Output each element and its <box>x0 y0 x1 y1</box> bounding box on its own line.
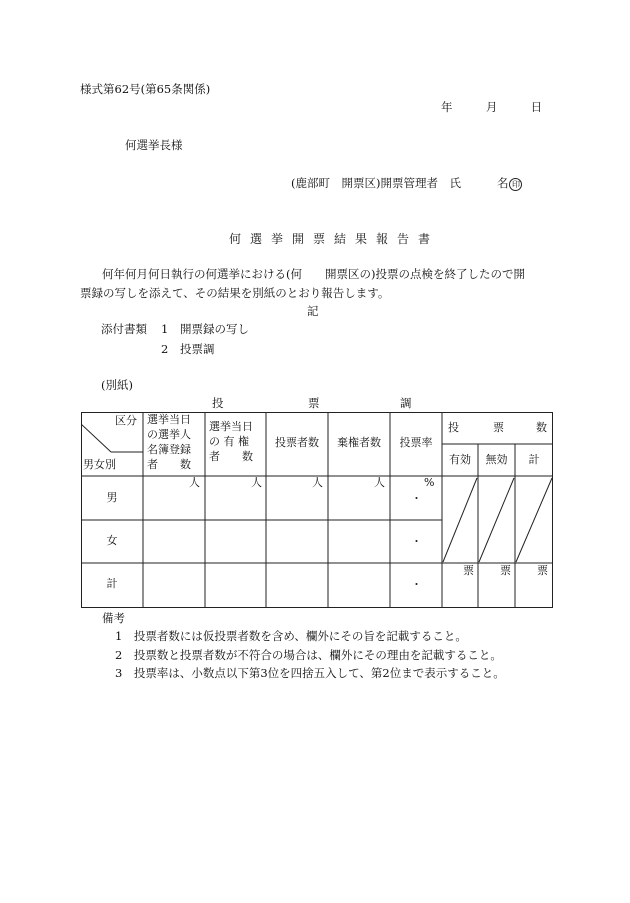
body-line-1: 何年何月何日執行の何選挙における(何 開票区の)投票の点検を終了したので開 <box>102 267 525 281</box>
header-valid: 有効 <box>449 453 471 466</box>
attachment-1-no: 1 <box>161 322 169 336</box>
corner-bottom-label: 男女別 <box>83 458 116 471</box>
vote-survey-table <box>81 412 553 608</box>
header-votes-2: 票 <box>493 421 504 434</box>
header-invalid: 無効 <box>485 453 508 466</box>
header-votes-3: 数 <box>536 421 547 434</box>
header-total: 計 <box>528 453 540 466</box>
unit-person-registered: 人 <box>189 476 200 489</box>
date-year: 年 <box>441 100 453 114</box>
date-day: 日 <box>530 100 543 114</box>
sender-line <box>291 177 522 191</box>
header-registered-2: の選挙人 <box>147 428 191 441</box>
attachments-label: 添付書類 <box>101 322 147 336</box>
unit-vote-total: 票 <box>537 564 548 577</box>
table-caption-2: 票 <box>308 396 320 410</box>
row-label-female: 女 <box>106 534 118 547</box>
header-turnout: 投票率 <box>399 436 433 449</box>
sender-text: (鹿部町 開票区)開票管理者 氏 <box>291 176 461 190</box>
unit-person-voters: 人 <box>312 476 323 489</box>
appendix-label: (別紙) <box>101 378 133 392</box>
header-eligible-1: 選挙当日 <box>209 420 253 433</box>
header-registered-3: 名簿登録 <box>147 443 191 456</box>
date-line <box>441 101 542 115</box>
header-eligible-3: 者 数 <box>209 450 253 463</box>
header-abstainers: 棄権者数 <box>337 436 381 449</box>
note-3: 3 投票率は、小数点以下第3位を四捨五入して、第2位まで表示すること。 <box>115 666 505 680</box>
ki-heading: 記 <box>307 304 319 318</box>
body-line-2: 票録の写しを添えて、その結果を別紙のとおり報告します。 <box>80 286 390 300</box>
corner-top-label: 区分 <box>115 414 137 427</box>
turnout-decimal-male: ・ <box>411 492 422 505</box>
attachment-2-text: 投票調 <box>180 342 215 356</box>
row-label-male: 男 <box>106 491 118 504</box>
row-label-total: 計 <box>106 577 118 590</box>
header-registered-4: 者 数 <box>147 458 191 471</box>
table-caption-3: 調 <box>400 396 412 410</box>
form-number: 様式第62号(第65条関係) <box>80 82 211 96</box>
addressee: 何選挙長様 <box>125 138 183 152</box>
turnout-decimal-total: ・ <box>411 578 422 591</box>
unit-vote-valid: 票 <box>463 564 474 577</box>
turnout-decimal-female: ・ <box>411 535 422 548</box>
unit-vote-invalid: 票 <box>500 564 511 577</box>
header-registered-1: 選挙当日 <box>147 413 191 426</box>
unit-percent: % <box>424 476 435 489</box>
document-title: 何選挙開票結果報告書 <box>229 232 440 246</box>
seal-mark: 印 <box>509 178 522 191</box>
attachment-1-text: 開票録の写し <box>180 322 249 336</box>
unit-person-abstainers: 人 <box>374 476 385 489</box>
note-1: 1 投票者数には仮投票者数を含め、欄外にその旨を記載すること。 <box>115 629 467 643</box>
notes-label: 備考 <box>102 611 125 625</box>
header-eligible-2: の 有 権 <box>209 435 249 448</box>
header-votes-1: 投 <box>448 421 459 434</box>
attachment-2-no: 2 <box>161 342 169 356</box>
unit-person-eligible: 人 <box>251 476 262 489</box>
header-voters: 投票者数 <box>275 436 319 449</box>
note-2: 2 投票数と投票者数が不符合の場合は、欄外にその理由を記載すること。 <box>115 648 502 662</box>
sender-name-label: 名 <box>496 176 509 190</box>
table-caption-1: 投 <box>212 396 224 410</box>
date-month: 月 <box>485 100 498 114</box>
